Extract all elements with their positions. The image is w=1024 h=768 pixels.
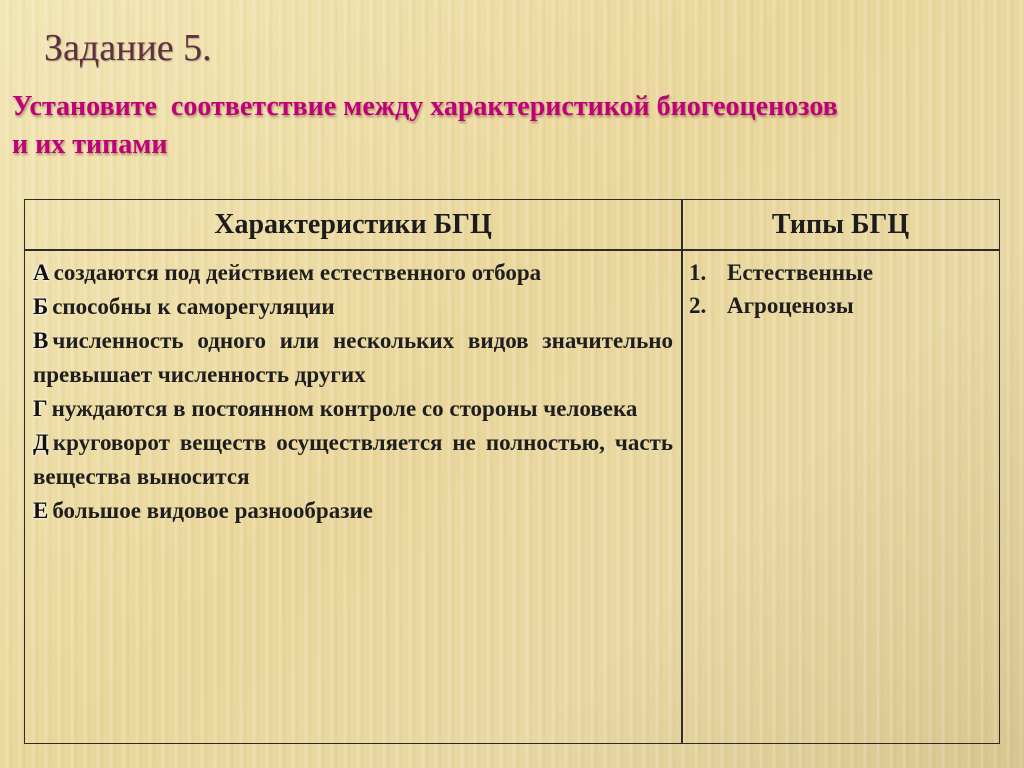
characteristic-item-b bbox=[33, 290, 673, 324]
task-title: Задание 5. bbox=[44, 27, 212, 69]
characteristic-letter: А bbox=[33, 260, 50, 285]
characteristic-text: нуждаются в постоянном контроле со стороны человека bbox=[51, 396, 638, 421]
column-divider bbox=[681, 200, 683, 743]
type-item-2 bbox=[689, 289, 989, 322]
type-item-1 bbox=[689, 256, 989, 289]
characteristic-text: создаются под действием естественного отбора bbox=[53, 260, 542, 285]
characteristic-text: большое видовое разнообразие bbox=[52, 498, 373, 523]
instruction-line-1: Установите соответствие между характеристикой биогеоценозов bbox=[12, 91, 838, 122]
types-list bbox=[689, 256, 989, 322]
characteristic-letter: Д bbox=[33, 430, 49, 455]
types-header: Типы БГЦ bbox=[771, 209, 910, 240]
characteristic-text: круговорот веществ осуществляется не полностью, часть вещества выносится bbox=[33, 430, 673, 489]
instruction-line-2: и их типами bbox=[12, 129, 168, 160]
type-label: Естественные bbox=[727, 260, 874, 285]
characteristic-text: способны к саморегуляции bbox=[52, 294, 335, 319]
characteristic-item-d bbox=[33, 426, 673, 494]
characteristic-letter: В bbox=[33, 328, 49, 353]
instruction-text bbox=[12, 88, 1017, 164]
characteristic-text: численность одного или нескольких видов значительно превышает численность других bbox=[33, 328, 673, 387]
type-label: Агроценозы bbox=[727, 293, 854, 318]
characteristic-item-v bbox=[33, 324, 673, 392]
type-number: 2. bbox=[689, 293, 707, 318]
characteristic-item-g bbox=[33, 392, 673, 426]
type-number: 1. bbox=[689, 260, 707, 285]
characteristic-item-a bbox=[33, 256, 673, 290]
characteristic-letter: Г bbox=[33, 396, 48, 421]
matching-table bbox=[24, 199, 1000, 744]
characteristic-item-e bbox=[33, 494, 673, 528]
characteristics-header: Характеристики БГЦ bbox=[214, 209, 492, 240]
header-divider bbox=[25, 249, 999, 251]
characteristics-list bbox=[33, 256, 673, 528]
characteristic-letter: Е bbox=[33, 498, 49, 523]
characteristic-letter: Б bbox=[33, 294, 49, 319]
